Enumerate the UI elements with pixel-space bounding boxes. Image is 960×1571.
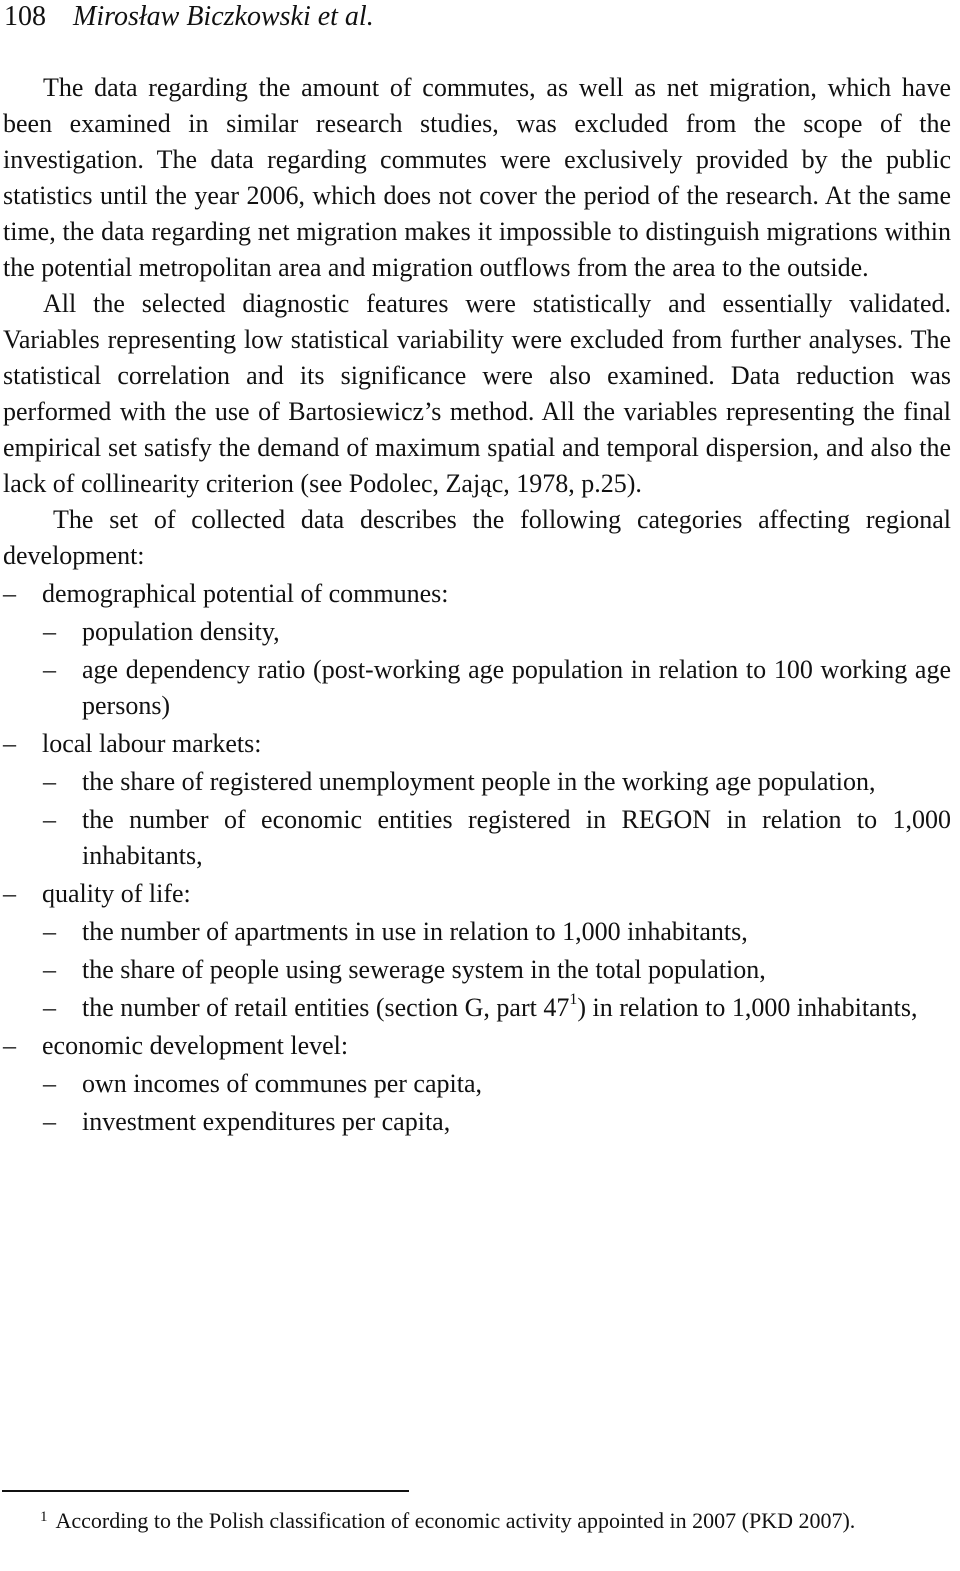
dash-bullet: – [43, 955, 56, 984]
indicator-text: population density, [82, 617, 280, 646]
category-label: economic development level: [42, 1031, 349, 1060]
list-item [43, 652, 951, 724]
footnote-reference: 1 [569, 991, 578, 1009]
indicator-text: the number of apartments in use in relation to 1,000 inhabitants, [82, 917, 748, 946]
footnote-text: According to the Polish classification of economic activity appointed in 2007 (PKD 2007). [55, 1508, 856, 1533]
list-item [43, 764, 951, 800]
body-text [3, 70, 951, 1140]
page-number: 108 [4, 1, 46, 32]
list-item [43, 990, 951, 1026]
indicator-text: the share of people using sewerage system in the total population, [82, 955, 766, 984]
dash-bullet: – [43, 1069, 56, 1098]
category-list [3, 576, 951, 1140]
page-header [4, 0, 374, 34]
category-label: local labour markets: [42, 729, 262, 758]
dash-bullet: – [43, 917, 56, 946]
dash-bullet: – [43, 767, 56, 796]
list-item [3, 876, 951, 912]
dash-bullet: – [3, 1031, 16, 1060]
indicator-text-after-note: ) in relation to 1,000 inhabitants, [577, 993, 918, 1022]
category-label: demographical potential of communes: [42, 579, 449, 608]
dash-bullet: – [43, 1107, 56, 1136]
list-item [43, 914, 951, 950]
category-label: quality of life: [42, 879, 191, 908]
list-item [3, 1028, 951, 1064]
footnote-separator [2, 1490, 409, 1492]
paragraph: The data regarding the amount of commutes, as well as net migration, which have been examined in similar research studies, was excluded from the scope of the investigation. The data regarding commutes were exclusively provided by the public statistics until the year 2006, which does not cover the period of the research. At the same time, the data regarding net migration makes it impossible to distinguish migrations within the potential metropolitan area and migration outflows from the area to the outside. [3, 73, 951, 282]
dash-bullet: – [43, 617, 56, 646]
list-item [43, 802, 951, 874]
dash-bullet: – [43, 655, 56, 684]
dash-bullet: – [3, 579, 16, 608]
list-item [43, 1066, 951, 1102]
paragraph: The set of collected data describes the following categories affecting regional development: [3, 505, 951, 570]
list-item [43, 952, 951, 988]
indicator-text: investment expenditures per capita, [82, 1107, 451, 1136]
dash-bullet: – [43, 993, 56, 1022]
dash-bullet: – [43, 805, 56, 834]
indicator-text: the share of registered unemployment people in the working age population, [82, 767, 876, 796]
indicator-text: own incomes of communes per capita, [82, 1069, 482, 1098]
footnote-mark: 1 [40, 1509, 48, 1525]
dash-bullet: – [3, 729, 16, 758]
paragraph: All the selected diagnostic features were statistically and essentially validated. Variables representing low statistical variability were excluded from further analyses. The statistical correlation and its significance were also examined. Data reduction was performed with the use of Bartosiewicz’s method. All the variables representing the final empirical set satisfy the demand of maximum spatial and temporal dispersion, and also the lack of collinearity criterion (see Podolec, Zając, 1978, p.25). [3, 289, 951, 498]
list-item [3, 726, 951, 762]
indicator-text: the number of economic entities registered in REGON in relation to 1,000 inhabitants, [82, 805, 951, 870]
list-item [3, 576, 951, 612]
indicator-text: age dependency ratio (post-working age population in relation to 100 working age persons) [82, 655, 951, 720]
footnote [3, 1506, 949, 1536]
running-head: Mirosław Biczkowski et al. [73, 1, 374, 32]
indicator-text-before-note: the number of retail entities (section G, part 47 [82, 993, 570, 1022]
list-item [43, 614, 951, 650]
list-item [43, 1104, 951, 1140]
dash-bullet: – [3, 879, 16, 908]
